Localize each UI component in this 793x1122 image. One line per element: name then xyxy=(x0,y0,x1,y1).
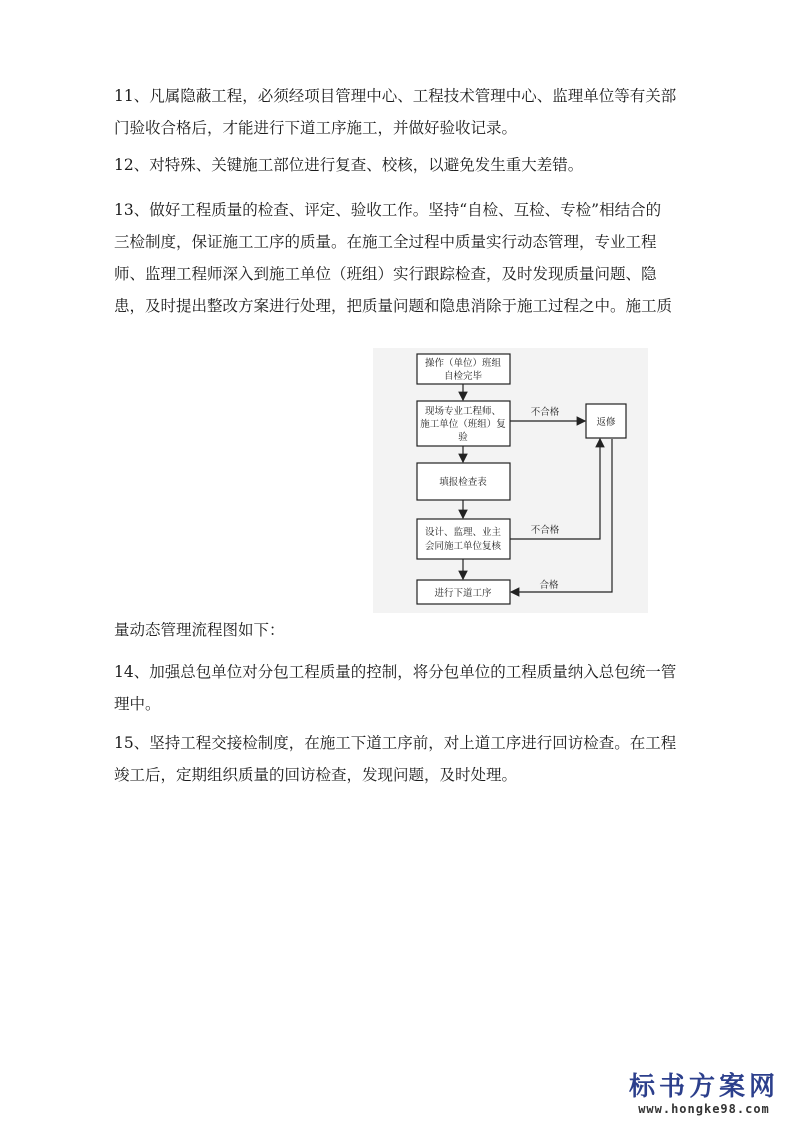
flow-box-text: 自检完毕 xyxy=(443,371,483,382)
paragraph-14 xyxy=(114,656,694,720)
site-watermark xyxy=(629,1072,779,1116)
flow-arrow-pass xyxy=(511,439,612,592)
paragraph-13-continued xyxy=(114,614,694,646)
paragraph-line: 15、坚持工程交接检制度，在施工下道工序前，对上道工序进行回访检查。在工程 xyxy=(114,734,677,752)
flow-box-text: 进行下道工序 xyxy=(434,588,492,599)
paragraph-13 xyxy=(114,194,694,322)
flow-box-text: 验 xyxy=(458,432,468,443)
flow-box-text: 操作（单位）班组 xyxy=(424,358,502,369)
paragraph-line: 患，及时提出整改方案进行处理，把质量问题和隐患消除于施工过程之中。施工质 xyxy=(114,297,673,315)
paragraph-15 xyxy=(114,727,694,791)
flow-arrow-fail xyxy=(510,439,600,539)
flow-box-joint-review xyxy=(417,519,510,559)
flow-box-text: 返修 xyxy=(596,417,616,428)
paragraph-line: 11、凡属隐蔽工程，必须经项目管理中心、工程技术管理中心、监理单位等有关部 xyxy=(114,87,677,105)
paragraph-line: 12、对特殊、关键施工部位进行复查、校核，以避免发生重大差错。 xyxy=(114,156,584,174)
flow-box-text: 填报检查表 xyxy=(439,477,487,488)
flow-label-fail: 不合格 xyxy=(530,407,560,418)
paragraph-line: 理中。 xyxy=(114,695,161,713)
flow-box-text: 会同施工单位复核 xyxy=(424,541,502,552)
quality-flowchart xyxy=(373,348,648,613)
paragraph-line: 14、加强总包单位对分包工程质量的控制，将分包单位的工程质量纳入总包统一管 xyxy=(114,663,677,681)
flowchart-svg xyxy=(373,348,648,613)
flow-label-pass: 合格 xyxy=(539,580,559,591)
paragraph-line: 门验收合格后，才能进行下道工序施工，并做好验收记录。 xyxy=(114,119,518,137)
flow-box-text: 设计、监理、业主 xyxy=(424,527,502,538)
paragraph-line: 量动态管理流程图如下： xyxy=(114,621,285,639)
paragraph-line: 三检制度，保证施工工序的质量。在施工全过程中质量实行动态管理，专业工程 xyxy=(114,233,657,251)
flow-box-text: 施工单位（班组）复 xyxy=(420,419,506,430)
watermark-url: www.hongke98.com xyxy=(638,1102,770,1116)
paragraph-line: 竣工后，定期组织质量的回访检查，发现问题，及时处理。 xyxy=(114,766,518,784)
paragraph-line: 师、监理工程师深入到施工单位（班组）实行跟踪检查，及时发现质量问题、隐 xyxy=(114,265,657,283)
watermark-title: 标书方案网 xyxy=(628,1072,779,1102)
paragraph-line: 13、做好工程质量的检查、评定、验收工作。坚持“自检、互检、专检”相结合的 xyxy=(114,201,662,219)
flow-box-text: 现场专业工程师、 xyxy=(424,406,502,417)
paragraph-11 xyxy=(114,80,694,144)
paragraph-12 xyxy=(114,149,694,181)
flow-label-fail: 不合格 xyxy=(530,525,560,536)
